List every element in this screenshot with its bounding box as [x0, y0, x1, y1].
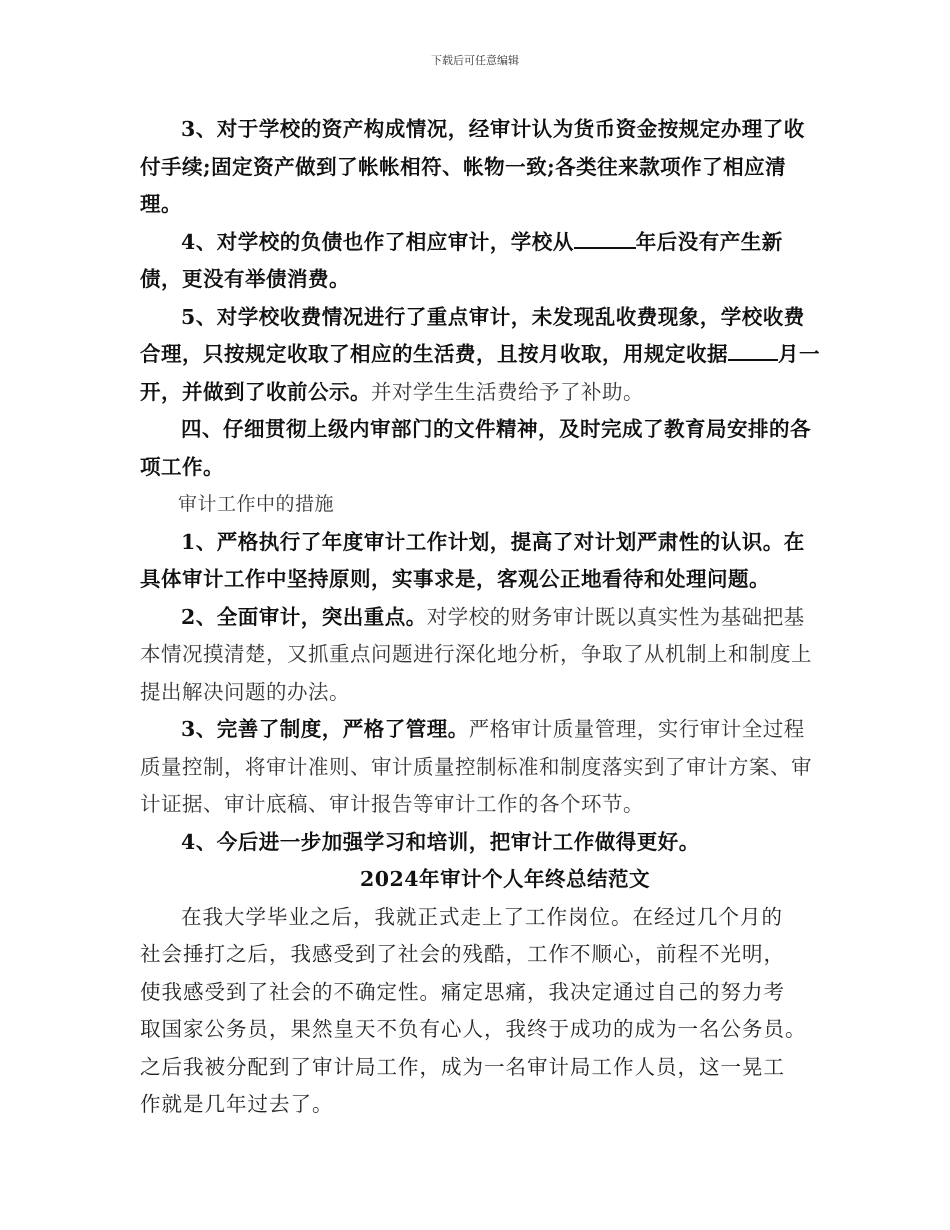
blank-months [728, 337, 778, 361]
measure-2-heading: 2、全面审计，突出重点。 [181, 604, 427, 629]
fees-text-end: 月一开，并做到了收前公示。 [140, 342, 820, 404]
measure-4: 4、今后进一步加强学习和培训，把审计工作做得更好。 [181, 829, 700, 854]
article-line: 使我感受到了社会的不确定性。痛定思痛，我决定通过自己的努力考 [140, 979, 785, 1004]
paragraph-section-four: 四、仔细贯彻上级内审部门的文件精神，及时完成了教育局安排的各项工作。 [140, 417, 811, 479]
article-line: 社会捶打之后，我感受到了社会的残酷，工作不顺心，前程不光明， [140, 942, 785, 966]
measure-3-heading: 3、完善了制度，严格了管理。 [181, 717, 469, 741]
debts-text-end: 年后没有产生新债，更没有举债消费。 [140, 229, 783, 291]
measure-3-text: 严格审计质量管理，实行审计全过程质量控制，将审计准则、审计质量控制标准和制度落实到了审计方案、审计证据、审计底稿、审计报告等审计工作的各个环节。 [140, 717, 812, 816]
measure-2-text: 对学校的财务审计既以真实性为基础把基本情况摸清楚，又抓重点问题进行深化地分析，争取了从机制上和制度上提出解决问题的办法。 [140, 604, 812, 704]
measure-3 [140, 711, 820, 824]
page-header: 下载后可任意编辑 [431, 54, 519, 67]
blank-year [574, 225, 636, 249]
document-body [140, 111, 820, 1124]
article-line: 之后我被分配到了审计局工作，成为一名审计局工作人员，这一晃工 [140, 1054, 785, 1079]
article-line: 取国家公务员，果然皇天不负有心人，我终于成功的成为一名公务员。 [140, 1017, 807, 1041]
fees-text-start: 5、对学校收费情况进行了重点审计，未发现乱收费现象，学校收费合理，只按规定收取了相应的生活费，且按月收取，用规定收据 [140, 304, 805, 366]
article-title: 2024年审计个人年终总结范文 [359, 867, 651, 891]
measure-2 [140, 599, 820, 712]
paragraph-fees [140, 299, 820, 412]
debts-text-start: 4、对学校的负债也作了相应审计，学校从 [181, 229, 574, 254]
paragraph-debts [140, 224, 820, 299]
section-heading-measures: 审计工作中的措施 [178, 493, 335, 515]
article-line: 作就是几年过去了。 [140, 1092, 334, 1116]
article-line: 在我大学毕业之后，我就正式走上了工作岗位。在经过几个月的 [181, 904, 783, 929]
measure-1: 1、严格执行了年度审计工作计划，提高了对计划严肃性的认识。在具体审计工作中坚持原则，实事求是，客观公正地看待和处理问题。 [140, 529, 805, 591]
fees-text-subsidy: 并对学生生活费给予了补助。 [371, 379, 644, 404]
paragraph-assets: 3、对于学校的资产构成情况，经审计认为货币资金按规定办理了收付手续;固定资产做到了帐帐相符、帐物一致;各类往来款项作了相应清理。 [140, 117, 805, 216]
